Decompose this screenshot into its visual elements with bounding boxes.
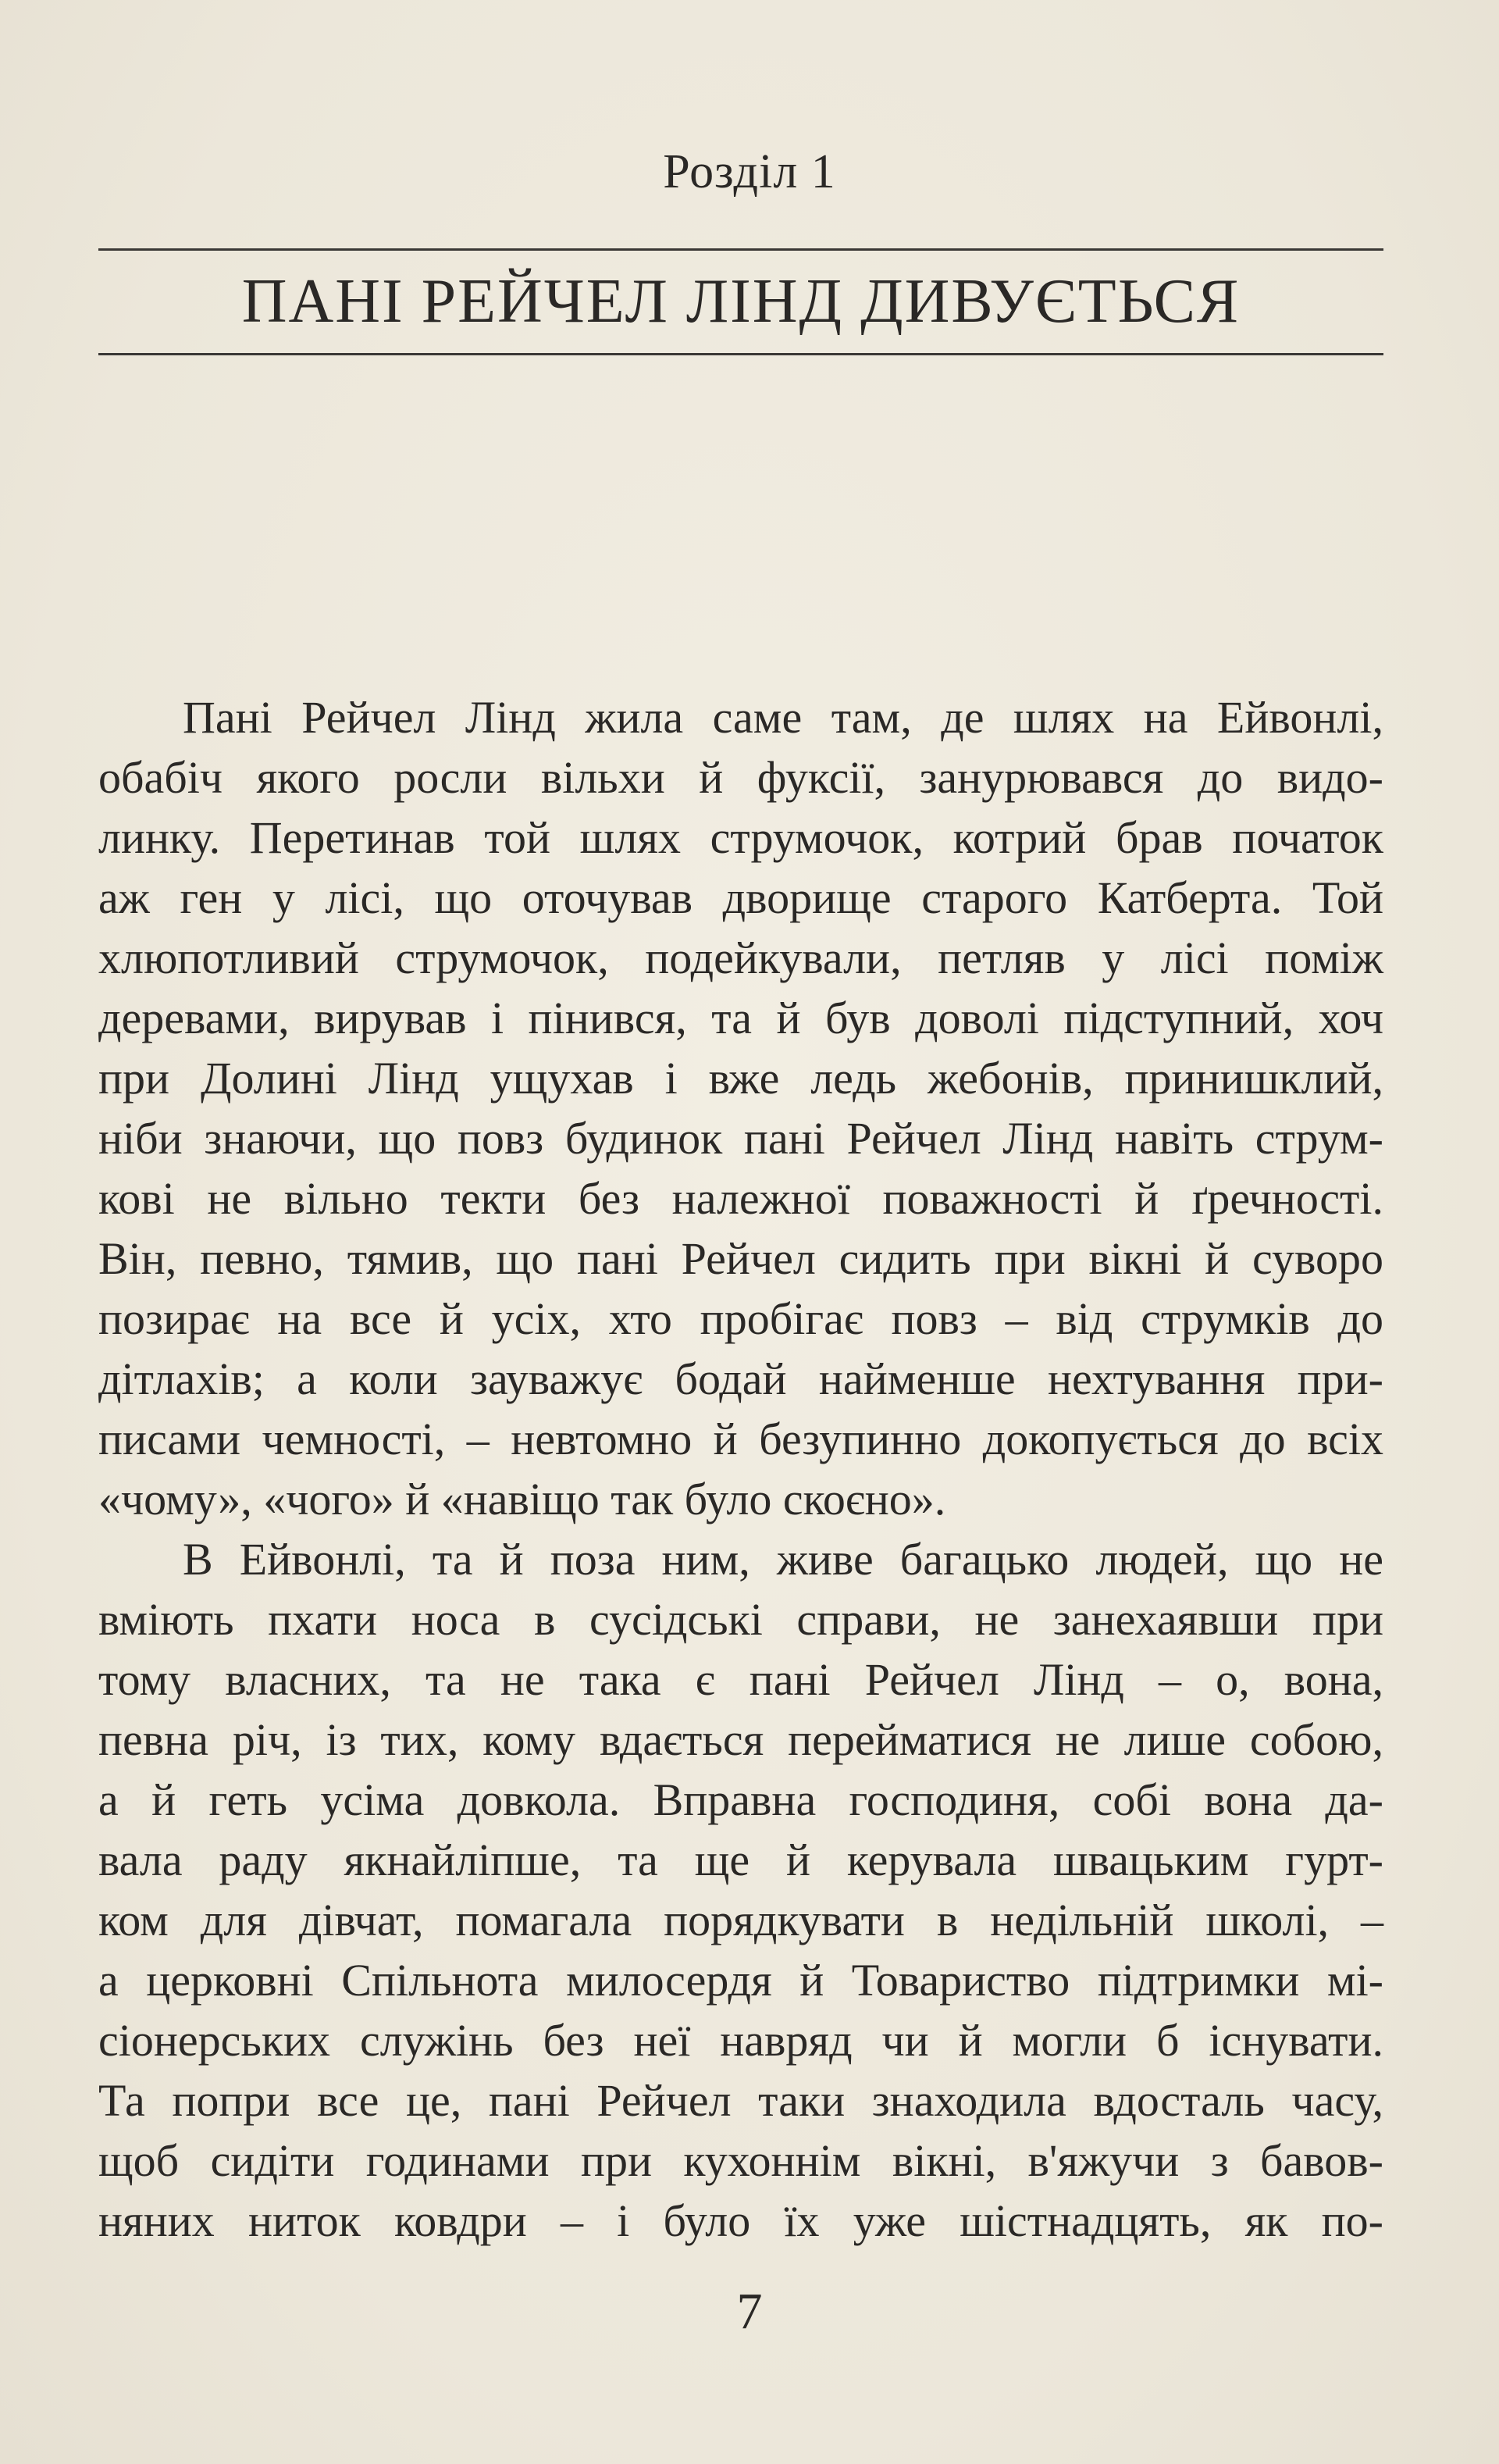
text-line: «чому», «чого» й «навіщо так було скоєно». [98,1474,946,1524]
title-rule-bottom [98,353,1383,355]
text-line: ніби знаючи, що повз будинок пані Рейчел Лінд навіть струм- [98,1113,1383,1164]
text-line: певна річ, із тих, кому вдається перейматися не лише собою, [98,1714,1383,1765]
text-line: сіонерських служінь без неї навряд чи й могли б існувати. [98,2015,1383,2066]
text-line: щоб сидіти годинами при кухоннім вікні, в'яжучи з бавов- [98,2135,1383,2186]
text-line: аж ген у лісі, що оточував дворище старого Катберта. Той [98,872,1383,923]
text-line: Пані Рейчел Лінд жила саме там, де шлях на Ейвонлі, [183,692,1383,743]
text-line: В Ейвонлі, та й поза ним, живе багацько людей, що не [183,1534,1383,1585]
text-line: ком для дівчат, помагала порядкувати в недільній школі, – [98,1895,1383,1945]
text-line: деревами, вирував і пінився, та й був доволі підступний, хоч [98,993,1383,1043]
text-line: а й геть усіма довкола. Вправна господиня, собі вона да- [98,1774,1383,1825]
chapter-title: ПАНІ РЕЙЧЕЛ ЛІНД ДИВУЄТЬСЯ [241,267,1241,336]
text-line: вміють пхати носа в сусідські справи, не занехаявши при [98,1594,1383,1645]
text-line: обабіч якого росли вільхи й фуксії, занурювався до видо- [98,752,1383,803]
title-rule-top [98,248,1383,251]
text-line: хлюпотливий струмочок, подейкували, петляв у лісі поміж [98,932,1383,983]
body-text [98,687,1383,2251]
text-line: Він, певно, тямив, що пані Рейчел сидить при вікні й суворо [98,1233,1383,1284]
text-line: вала раду якнайліпше, та ще й керувала швацьким гурт- [98,1835,1383,1885]
text-line: при Долині Лінд ущухав і вже ледь жебонів, принишклий, [98,1053,1383,1104]
text-line: линку. Перетинав той шлях струмочок, котрий брав початок [98,812,1383,863]
chapter-label: Розділ 1 [663,145,836,198]
text-line: позирає на все й усіх, хто пробігає повз – від струмків до [98,1293,1383,1344]
text-line: тому власних, та не така є пані Рейчел Лінд – о, вона, [98,1654,1383,1705]
text-line: писами чемності, – невтомно й безупинно докопується до всіх [98,1414,1383,1464]
text-line: а церковні Спільнота милосердя й Товариство підтримки мі- [98,1955,1383,2006]
text-line: Та попри все це, пані Рейчел таки знаходила вдосталь часу, [98,2075,1383,2126]
text-line: кові не вільно текти без належної поважності й ґречності. [98,1173,1383,1224]
text-line: няних ниток ковдри – і було їх уже шістнадцять, як по- [98,2195,1383,2246]
text-line: дітлахів; а коли зауважує бодай найменше нехтування при- [98,1353,1383,1404]
page-number: 7 [736,2283,763,2340]
